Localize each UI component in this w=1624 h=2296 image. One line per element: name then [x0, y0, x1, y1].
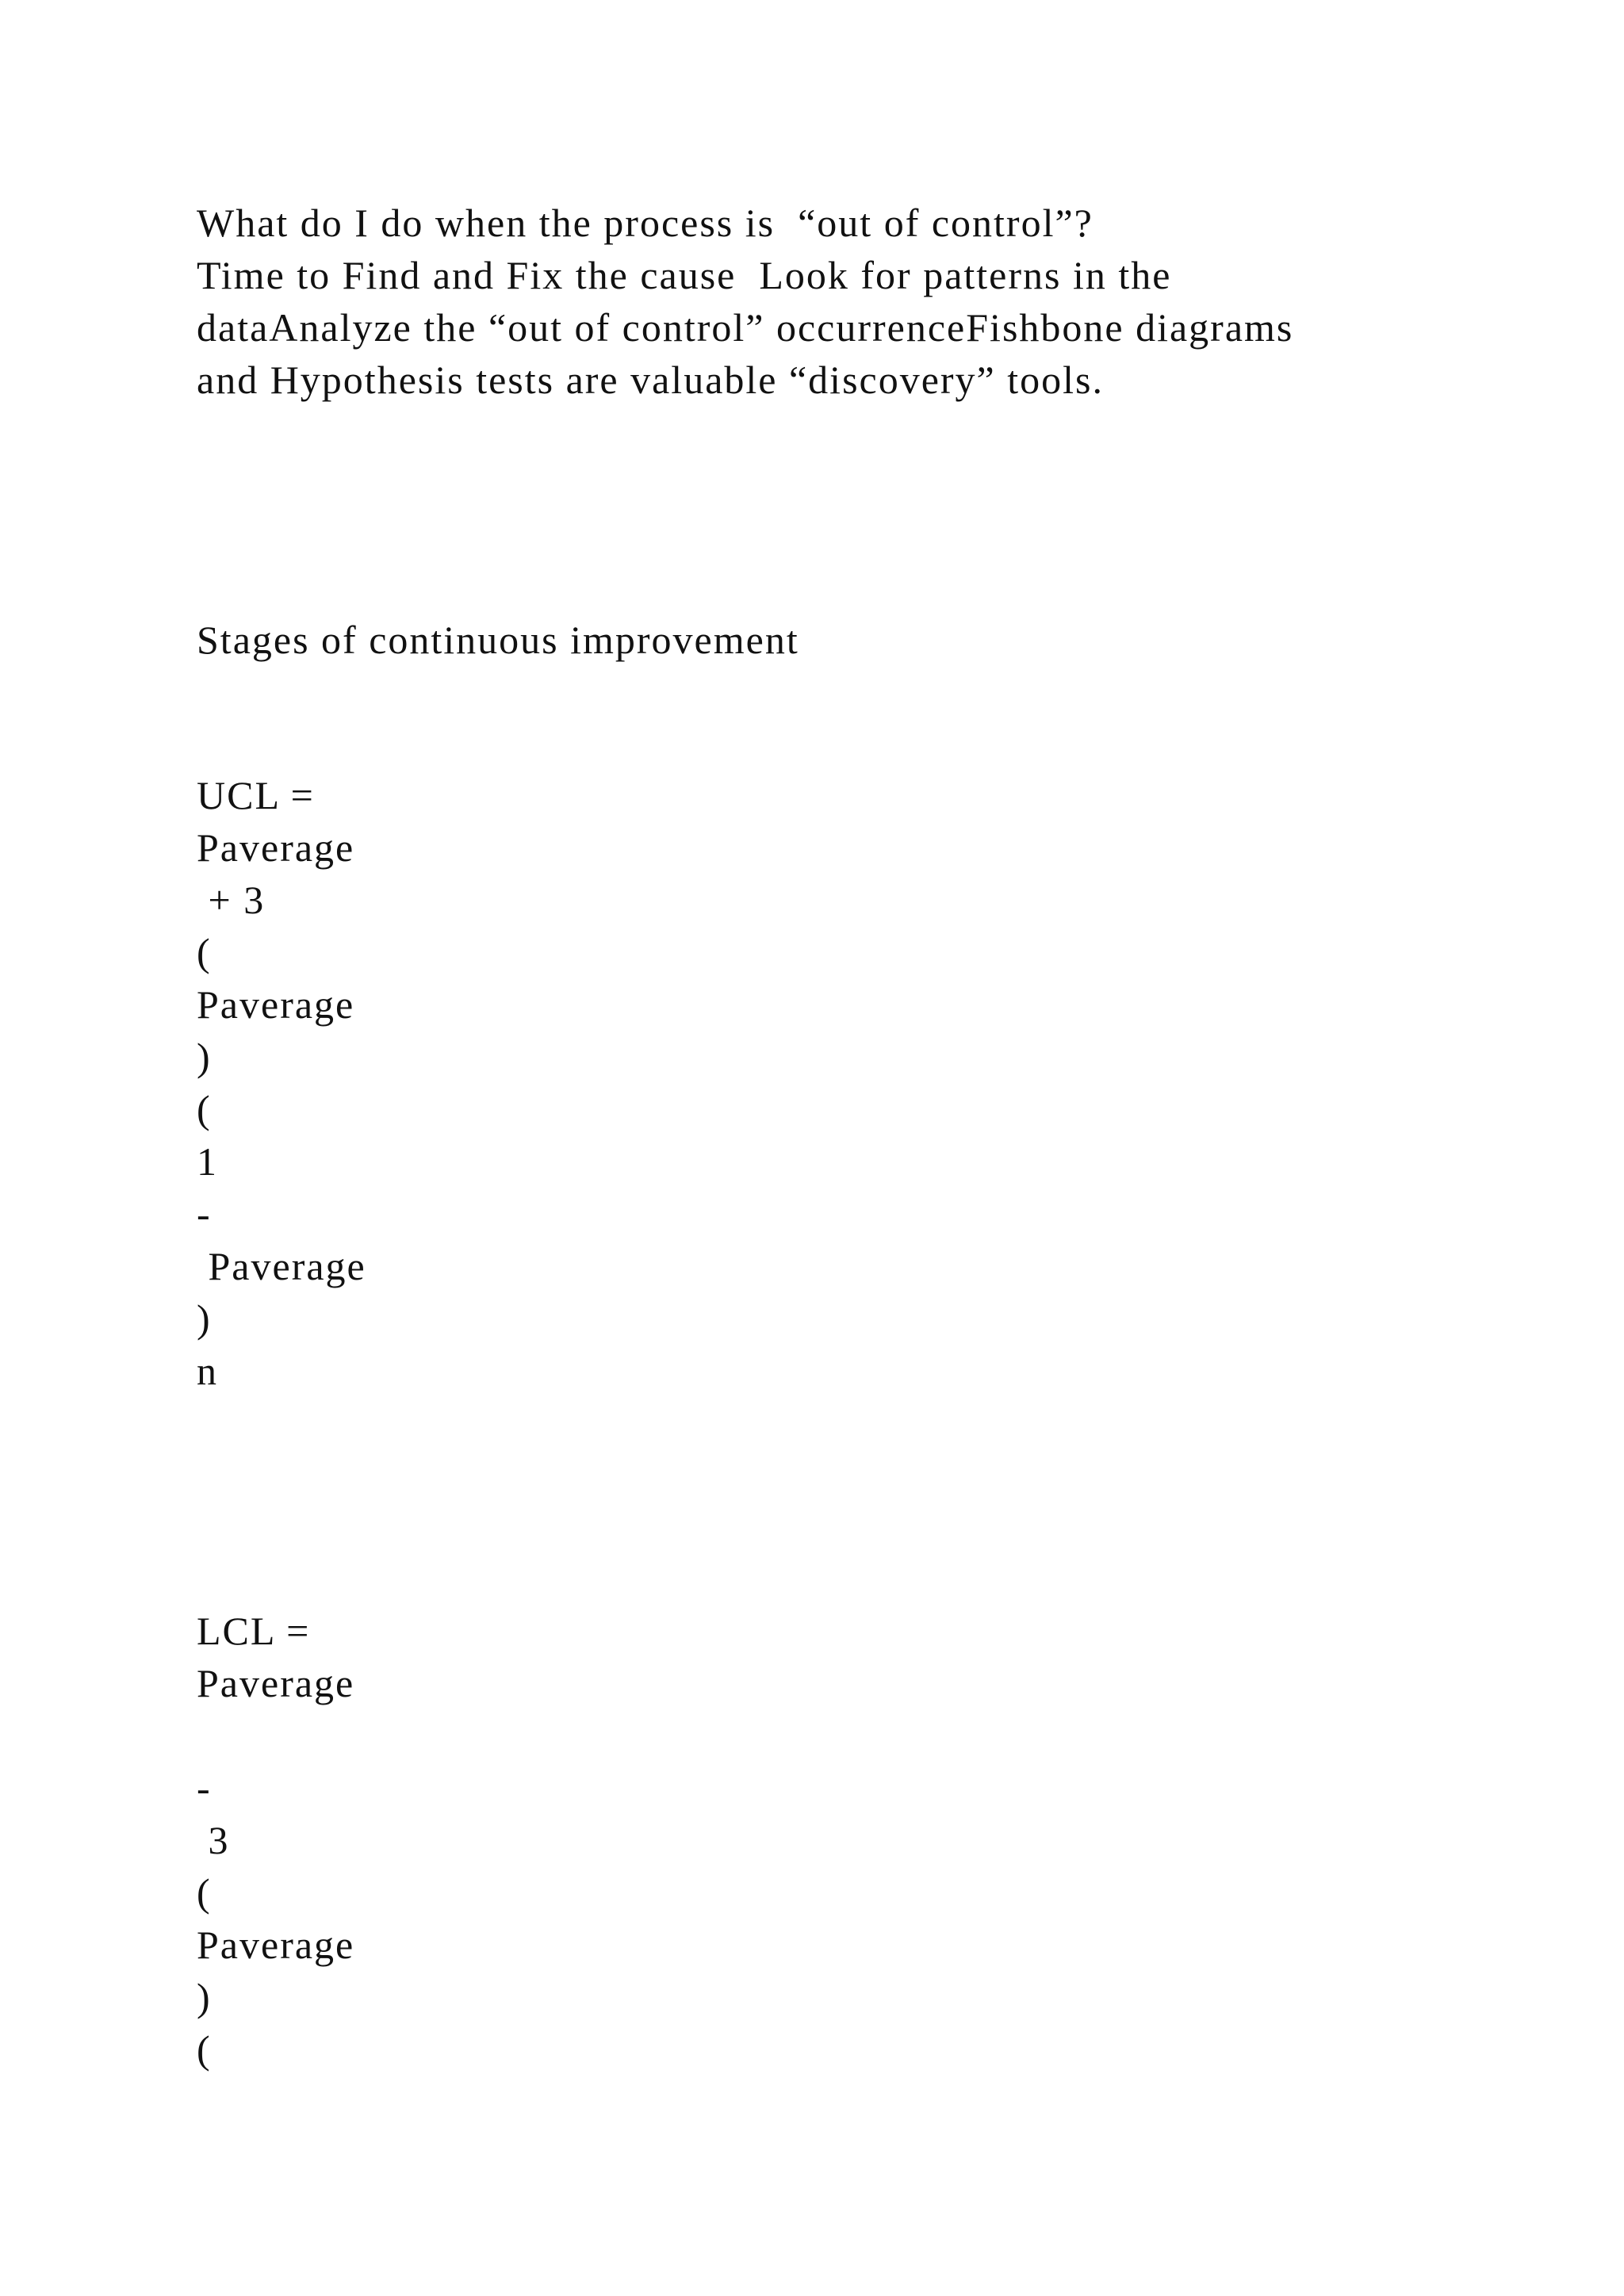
ucl-open-paren-1: ( [197, 930, 212, 974]
ucl-n: n [197, 1349, 218, 1393]
section-heading: Stages of continuous improvement [197, 618, 799, 662]
lcl-open-paren-2: ( [197, 2027, 212, 2072]
ucl-label: UCL = [197, 773, 315, 817]
ucl-close-paren-1: ) [197, 1035, 212, 1079]
ucl-plus-three: + 3 [197, 878, 266, 922]
ucl-minus: - [197, 1192, 212, 1236]
ucl-paverage-1: Paverage [197, 825, 355, 870]
lcl-minus: - [197, 1766, 212, 1810]
intro-line-3: dataAnalyze the “out of control” occurrenceFishbone diagrams [197, 305, 1294, 350]
intro-line-4: and Hypothesis tests are valuable “discovery” tools. [197, 358, 1104, 402]
lcl-label: LCL = [197, 1609, 311, 1653]
lcl-close-paren-1: ) [197, 1975, 212, 2019]
lcl-three: 3 [197, 1818, 230, 1862]
lcl-paverage-2: Paverage [197, 1923, 355, 1967]
ucl-paverage-2: Paverage [197, 982, 355, 1027]
ucl-one: 1 [197, 1139, 218, 1184]
lcl-open-paren-1: ( [197, 1870, 212, 1915]
ucl-close-paren-2: ) [197, 1296, 212, 1341]
ucl-paverage-3: Paverage [197, 1244, 366, 1288]
ucl-open-paren-2: ( [197, 1087, 212, 1131]
lcl-paverage-1: Paverage [197, 1661, 355, 1705]
intro-line-1: What do I do when the process is “out of control”? [197, 201, 1094, 245]
intro-line-2: Time to Find and Fix the cause Look for patterns in the [197, 253, 1172, 297]
